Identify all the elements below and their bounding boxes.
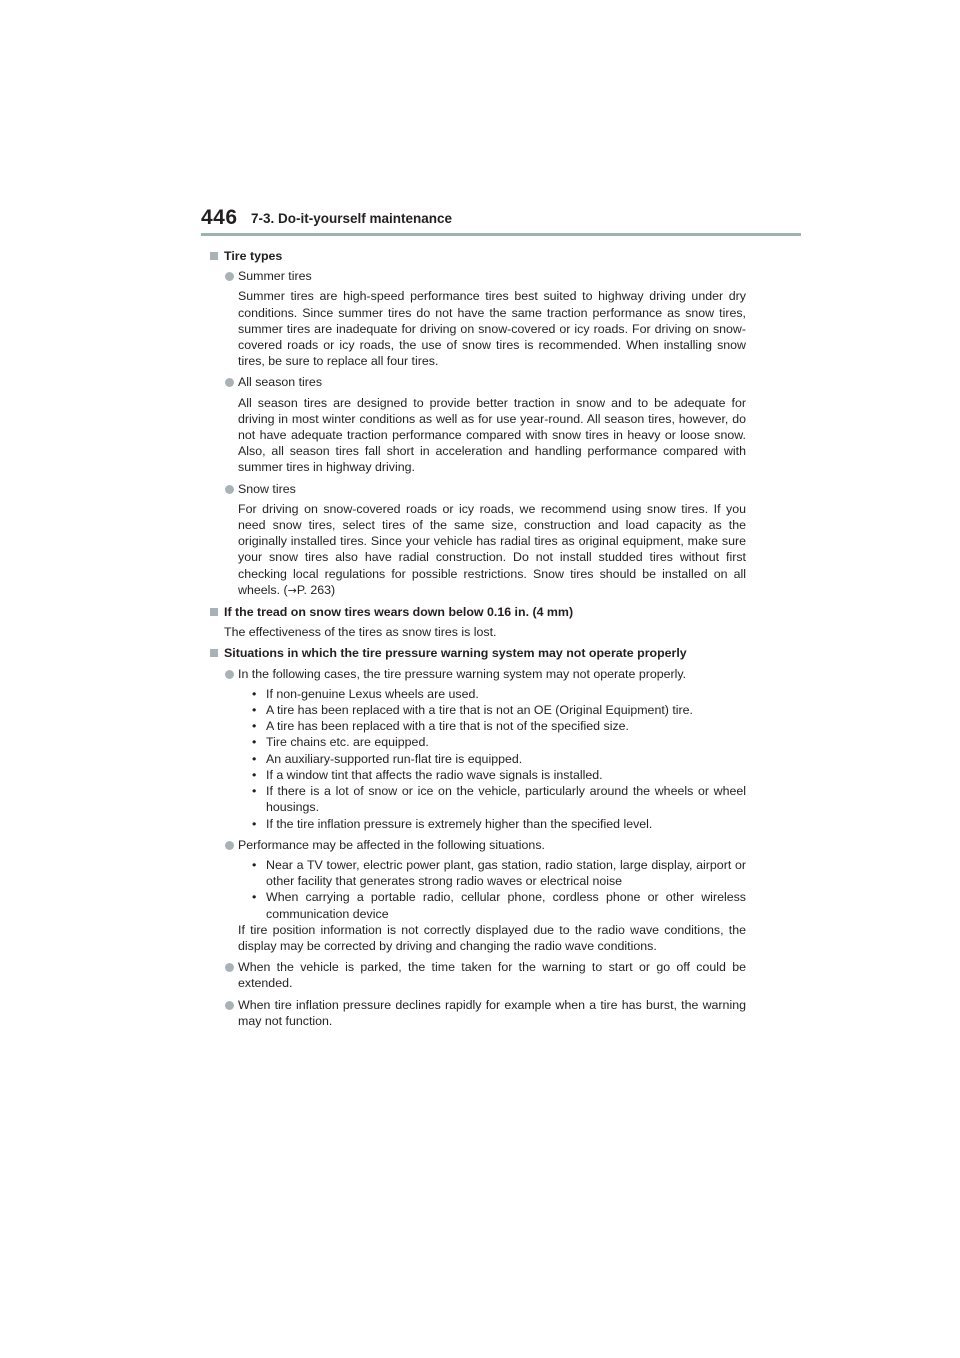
list-item: • A tire has been replaced with a tire that is not an OE (Original Equipment) tire. xyxy=(252,702,746,718)
item-title: Summer tires xyxy=(238,269,312,284)
circle-bullet-icon xyxy=(225,670,234,679)
page-header xyxy=(201,206,801,236)
snow-text: For driving on snow-covered roads or icy roads, we recommend using snow tires. If you need snow tires, select tires of the same size, construction and load capacity as the originally installed tires. Since your vehicle has radial tires as original equipment, make sure your snow tires also have radial construction. Do not install studded tires without first checking local regulations for possible restrictions. Snow tires should be installed on all wheels. ( xyxy=(238,501,746,597)
item-title: Snow tires xyxy=(238,481,296,496)
header-rule xyxy=(201,233,801,236)
circle-bullet-icon xyxy=(225,1001,234,1010)
page-content xyxy=(210,244,746,1034)
list-item: • If a window tint that affects the radio wave signals is installed. xyxy=(252,767,746,783)
heading-text: Situations in which the tire pressure warning system may not operate properly xyxy=(224,646,687,661)
page-reference-link[interactable]: P. 263) xyxy=(296,582,336,597)
item-title: In the following cases, the tire pressure warning system may not operate properly. xyxy=(238,666,687,681)
list-item: • An auxiliary-supported run-flat tire is equipped. xyxy=(252,751,746,767)
section-title: 7-3. Do-it-yourself maintenance xyxy=(251,211,453,226)
list-item: • If there is a lot of snow or ice on the vehicle, particularly around the wheels or wheel housings. xyxy=(252,783,746,815)
item-summer-tires xyxy=(210,268,746,369)
item-snow-tires xyxy=(210,481,746,599)
item-parked xyxy=(210,959,746,991)
page-number: 446 xyxy=(201,206,238,229)
square-bullet-icon xyxy=(210,252,218,260)
item-text: When the vehicle is parked, the time taken for the warning to start or go off could be extended. xyxy=(238,960,746,991)
item-text: If tire position information is not correctly displayed due to the radio wave conditions, the display may be corrected by driving and changing the radio wave conditions. xyxy=(238,922,746,953)
list-item: • If non-genuine Lexus wheels are used. xyxy=(252,686,746,702)
list-item: • A tire has been replaced with a tire that is not of the specified size. xyxy=(252,718,746,734)
bullet-list xyxy=(238,686,746,832)
list-item: • Tire chains etc. are equipped. xyxy=(252,734,746,750)
item-text xyxy=(238,501,746,599)
circle-bullet-icon xyxy=(225,272,234,281)
item-text: When tire inflation pressure declines rapidly for example when a tire has burst, the warning may not function. xyxy=(238,997,746,1028)
item-text: Summer tires are high-speed performance tires best suited to highway driving under dry conditions. Since summer tires do not have the same traction performance as snow tires, summer tires are inadequate for driving on snow-covered or icy roads. For driving on snow-covered roads or icy roads, the use of snow tires is recommended. When installing snow tires, be sure to replace all four tires. xyxy=(238,289,746,369)
arrow-right-icon: → xyxy=(287,583,297,597)
heading-tread xyxy=(210,604,746,620)
heading-text: Tire types xyxy=(224,249,283,263)
circle-bullet-icon xyxy=(225,378,234,387)
item-title: Performance may be affected in the following situations. xyxy=(238,837,545,852)
list-item: • When carrying a portable radio, cellular phone, cordless phone or other wireless communication device xyxy=(252,889,746,921)
circle-bullet-icon xyxy=(225,963,234,972)
item-title: All season tires xyxy=(238,375,323,390)
heading-text: If the tread on snow tires wears down below 0.16 in. (4 mm) xyxy=(224,605,574,620)
item-tpws-cases xyxy=(210,666,746,832)
item-text: All season tires are designed to provide better traction in snow and to be adequate for driving in most winter conditions as well as for use year-round. All season tires, however, do not have adequate traction performance compared with snow tires in heavy or loose snow. Also, all season tires fall short in acceleration and handling performance compared with summer tires in highway driving. xyxy=(238,395,746,475)
square-bullet-icon xyxy=(210,608,218,616)
circle-bullet-icon xyxy=(225,485,234,494)
heading-tpws xyxy=(210,645,746,661)
bullet-list xyxy=(238,857,746,922)
list-item: • If the tire inflation pressure is extremely higher than the specified level. xyxy=(252,816,746,832)
heading-tire-types xyxy=(210,248,746,264)
tread-text: The effectiveness of the tires as snow tires is lost. xyxy=(224,625,497,640)
list-item: • Near a TV tower, electric power plant, gas station, radio station, large display, airport or other facility that generates strong radio waves or electrical noise xyxy=(252,857,746,889)
item-all-season-tires xyxy=(210,374,746,475)
item-performance xyxy=(210,837,746,954)
circle-bullet-icon xyxy=(225,841,234,850)
item-burst xyxy=(210,997,746,1029)
square-bullet-icon xyxy=(210,649,218,657)
